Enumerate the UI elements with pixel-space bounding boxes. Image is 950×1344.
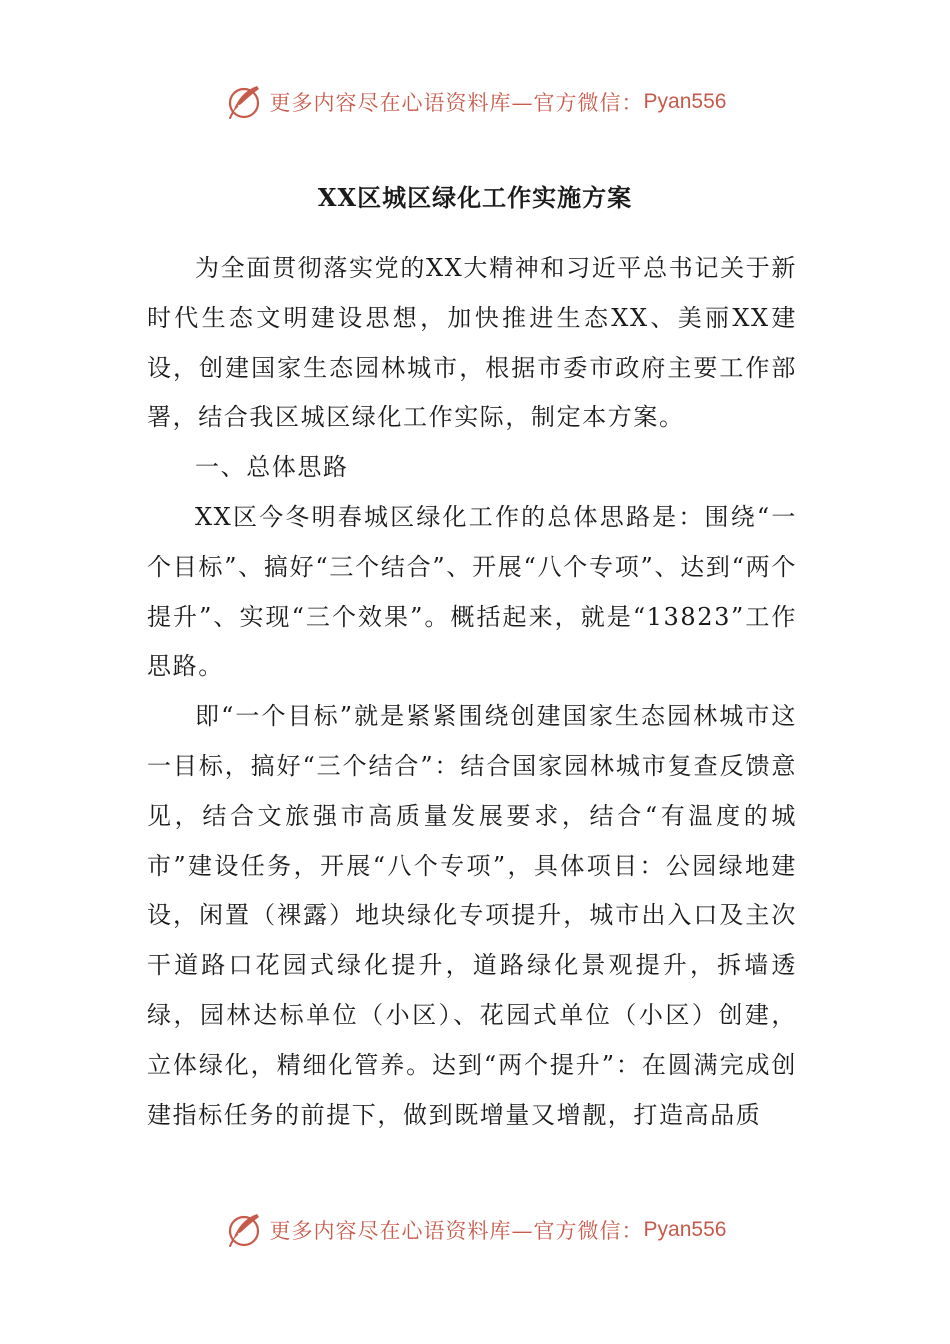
footer-banner-wechat: Pyan556 [643,1218,727,1241]
quill-logo-icon [224,1210,264,1250]
document-body [147,244,797,1140]
document-title: XX区城区绿化工作实施方案 [317,183,633,212]
footer-banner [0,1208,950,1252]
paragraph-overall-approach: XX区今冬明春城区绿化工作的总体思路是：围绕“一个目标”、搞好“三个结合”、开展“八个专项”、达到“两个提升”、实现“三个效果”。概括起来，就是“13823”工作思路。 [147,502,797,681]
quill-logo-icon [224,82,264,122]
footer-banner-text: 更多内容尽在心语资料库—官方微信： [269,1219,644,1243]
header-banner-wechat: Pyan556 [643,90,727,113]
section-heading-overall-approach: 一、总体思路 [195,453,349,482]
header-banner-text: 更多内容尽在心语资料库—官方微信： [269,91,644,115]
paragraph-intro: 为全面贯彻落实党的XX大精神和习近平总书记关于新时代生态文明建设思想，加快推进生态XX、美丽XX建设，创建国家生态园林城市，根据市委市政府主要工作部署，结合我区城区绿化工作实际，制定本方案。 [147,254,797,432]
paragraph-one-target: 即“一个目标”就是紧紧围绕创建国家生态园林城市这一目标，搞好“三个结合”：结合国家园林城市复查反馈意见，结合文旅强市高质量发展要求，结合“有温度的城市”建设任务，开展“八个专项”，具体项目：公园绿地建设，闲置（裸露）地块绿化专项提升，城市出入口及主次干道路口花园式绿化提升，道路绿化景观提升，拆墙透绿，园林达标单位（小区）、花园式单位（小区）创建，立体绿化，精细化管养。达到“两个提升”：在圆满完成创建指标任务的前提下，做到既增量又增靓，打造高品质 [147,702,797,1129]
header-banner [0,80,950,124]
